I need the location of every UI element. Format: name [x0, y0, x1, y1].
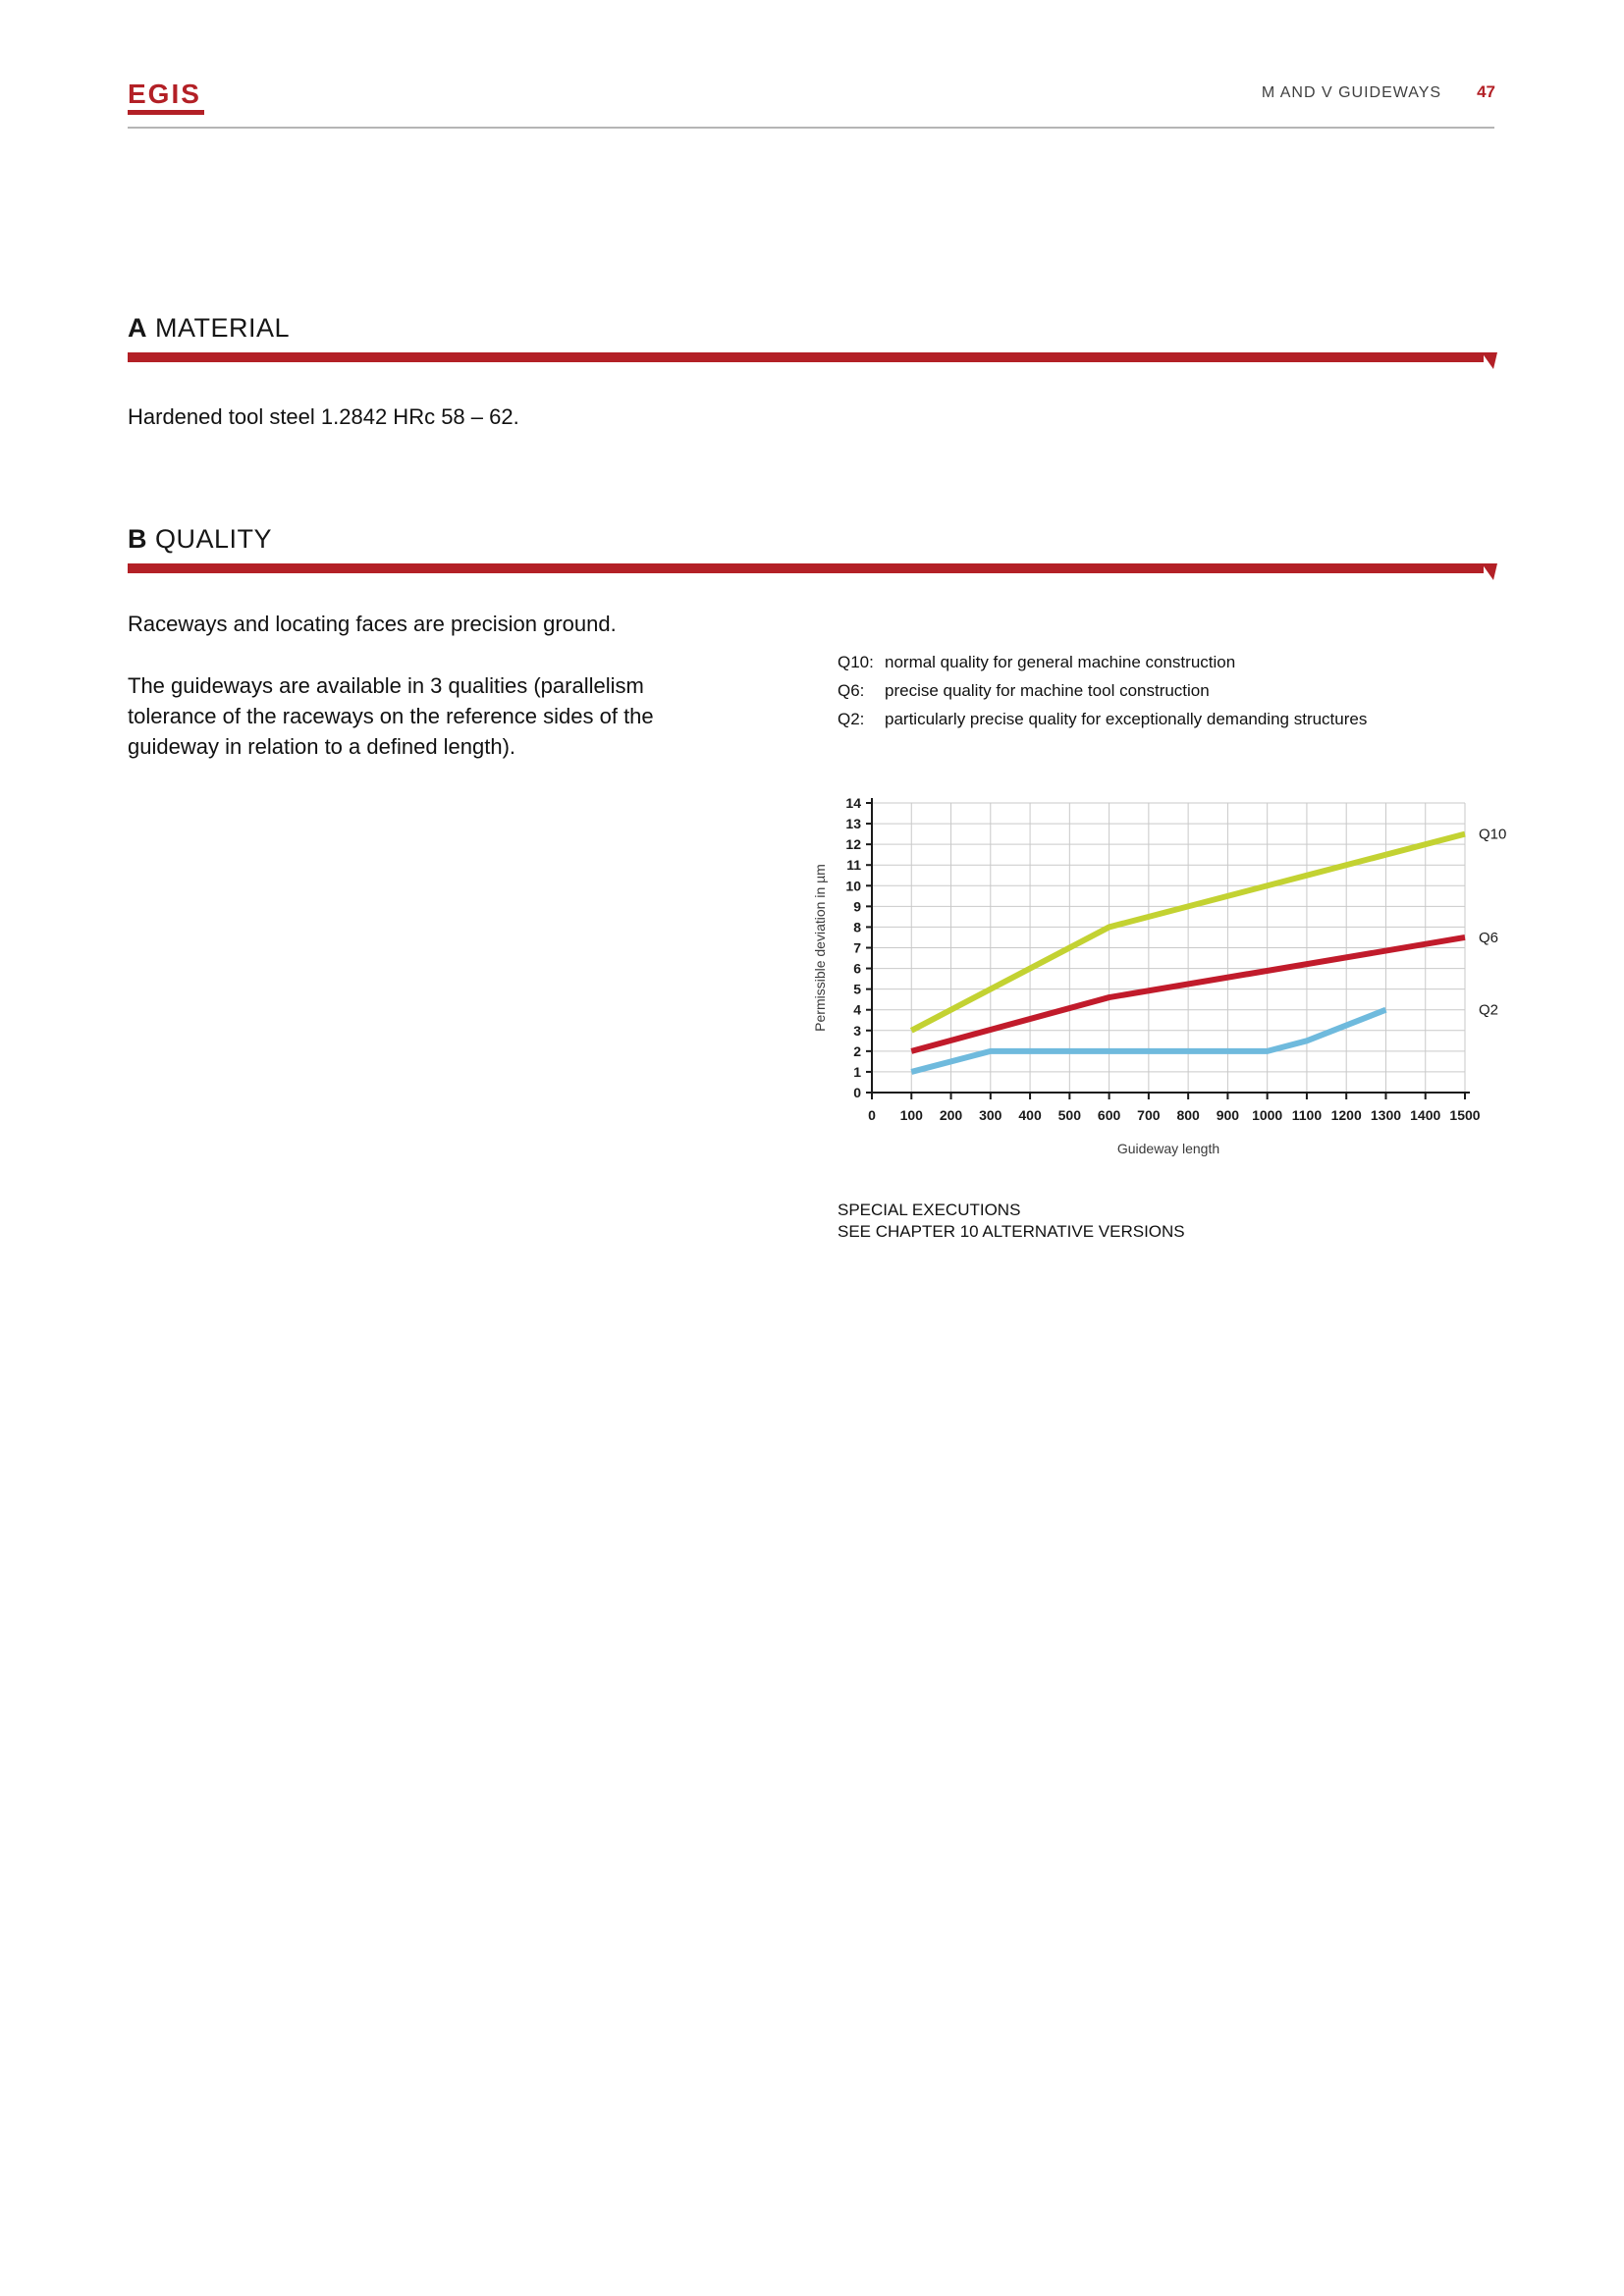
legend-row-q10: [838, 648, 1367, 676]
svg-text:1100: 1100: [1291, 1107, 1323, 1123]
svg-text:0: 0: [868, 1107, 876, 1123]
svg-text:Q2: Q2: [1479, 1001, 1499, 1019]
legend-row-q2: [838, 705, 1367, 733]
svg-text:500: 500: [1057, 1107, 1082, 1123]
section-b-title: QUALITY: [155, 524, 273, 554]
material-body: Hardened tool steel 1.2842 HRc 58 – 62.: [128, 404, 519, 429]
note-line-1: SPECIAL EXECUTIONS: [838, 1201, 1021, 1219]
divider-arrow-tail: [1482, 563, 1497, 581]
legend-text-q2: particularly precise quality for exceptionally demanding structures: [885, 710, 1368, 728]
page-number: 47: [1477, 82, 1495, 101]
svg-text:800: 800: [1176, 1107, 1200, 1123]
svg-text:100: 100: [899, 1107, 923, 1123]
document-title: M AND V GUIDEWAYS: [1261, 84, 1442, 101]
svg-text:1500: 1500: [1449, 1107, 1481, 1123]
svg-text:8: 8: [853, 919, 861, 935]
legend-row-q6: [838, 676, 1367, 705]
svg-text:14: 14: [845, 795, 861, 811]
svg-text:13: 13: [845, 816, 861, 832]
divider-arrow-tail: [1482, 352, 1497, 370]
note-line-2: SEE CHAPTER 10 ALTERNATIVE VERSIONS: [838, 1222, 1185, 1241]
svg-text:3: 3: [853, 1022, 861, 1039]
section-b-heading: [128, 523, 272, 555]
svg-text:1300: 1300: [1370, 1107, 1402, 1123]
svg-text:11: 11: [846, 857, 861, 874]
svg-text:9: 9: [853, 898, 861, 915]
svg-text:1000: 1000: [1252, 1107, 1283, 1123]
svg-text:900: 900: [1216, 1107, 1240, 1123]
page-header: [1262, 82, 1495, 102]
svg-text:600: 600: [1097, 1107, 1121, 1123]
legend-label-q2: Q2:: [838, 710, 865, 728]
svg-text:1200: 1200: [1330, 1107, 1362, 1123]
legend-label-q10: Q10:: [838, 653, 874, 671]
svg-text:1: 1: [853, 1063, 861, 1080]
section-a-divider: [128, 352, 1484, 362]
svg-text:12: 12: [845, 836, 861, 853]
section-b-letter: B: [128, 524, 147, 554]
svg-text:300: 300: [979, 1107, 1002, 1123]
header-rule: [128, 127, 1494, 129]
svg-text:Guideway length: Guideway length: [1116, 1141, 1220, 1156]
svg-text:6: 6: [853, 960, 861, 977]
quality-body-paragraph: The guideways are available in 3 qualities (parallelism tolerance of the raceways on the reference sides of the guideway in relation to a defined length).: [128, 673, 654, 759]
svg-text:7: 7: [853, 939, 861, 956]
svg-text:700: 700: [1137, 1107, 1161, 1123]
legend-text-q10: normal quality for general machine construction: [885, 653, 1236, 671]
quality-chart-svg: [795, 781, 1551, 1184]
svg-text:400: 400: [1018, 1107, 1042, 1123]
quality-chart: [795, 781, 1551, 1184]
egis-logo-text: EGIS: [128, 79, 201, 109]
section-b-divider: [128, 563, 1484, 573]
svg-text:4: 4: [853, 1001, 861, 1018]
special-executions-note: [838, 1200, 1185, 1243]
svg-text:Q6: Q6: [1479, 929, 1499, 946]
svg-text:2: 2: [853, 1042, 861, 1059]
svg-text:5: 5: [853, 981, 861, 997]
legend-label-q6: Q6:: [838, 681, 865, 700]
svg-text:Q10: Q10: [1479, 826, 1507, 843]
section-a-heading: [128, 312, 290, 344]
svg-text:10: 10: [845, 878, 861, 894]
svg-text:1400: 1400: [1410, 1107, 1441, 1123]
section-a-title: MATERIAL: [155, 313, 291, 343]
quality-body-line1: Raceways and locating faces are precision ground.: [128, 612, 617, 636]
svg-text:0: 0: [853, 1085, 861, 1100]
quality-legend: [838, 648, 1367, 733]
svg-text:Permissible deviation in µm: Permissible deviation in µm: [812, 864, 828, 1032]
legend-text-q6: precise quality for machine tool construction: [885, 681, 1210, 700]
egis-logo: [128, 80, 204, 115]
svg-text:200: 200: [939, 1107, 963, 1123]
section-a-letter: A: [128, 313, 147, 343]
